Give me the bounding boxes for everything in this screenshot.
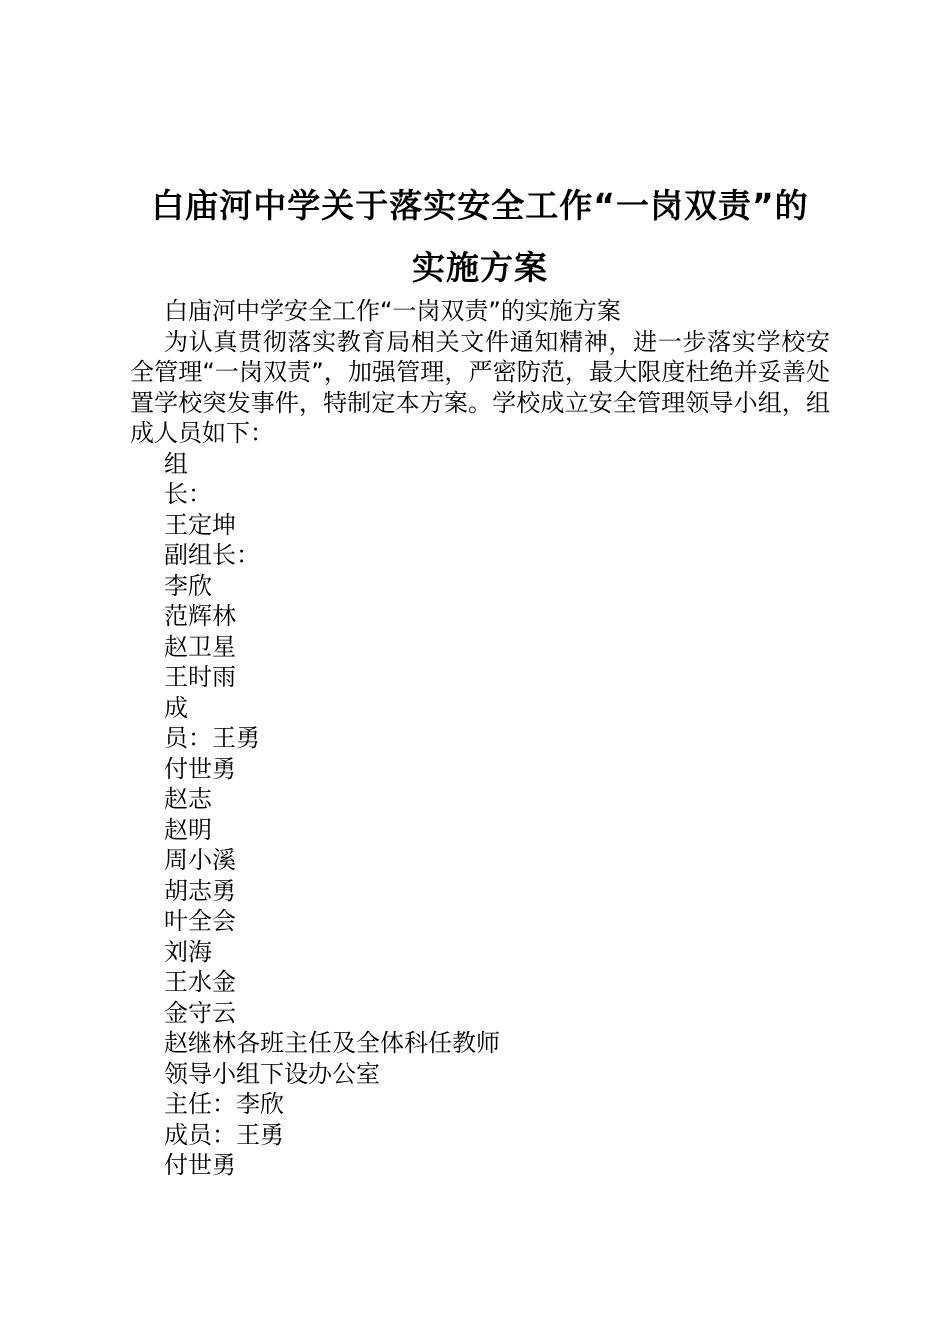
intro-paragraph: 为认真贯彻落实教育局相关文件通知精神，进一步落实学校安全管理“一岗双责”，加强管理，严密防范，最大限度杜绝并妥善处置学校突发事件，特制定本方案。学校成立安全管理领导小组，组成人员如下： [130, 327, 830, 447]
text-line: 成 [164, 693, 188, 722]
document-subtitle: 白庙河中学安全工作“一岗双责”的实施方案 [164, 297, 621, 325]
text-line: 长： [164, 480, 212, 508]
text-line: 王时雨 [164, 663, 236, 691]
text-line: 李欣 [164, 571, 212, 600]
document-body [130, 296, 830, 1181]
text-line: 赵明 [164, 815, 212, 844]
text-line: 赵继林各班主任及全体科任教师 [164, 1029, 500, 1057]
text-line: 金守云 [164, 998, 236, 1027]
text-line: 赵志 [164, 785, 212, 813]
text-line: 刘海 [164, 937, 212, 966]
text-line: 叶全会 [164, 907, 236, 935]
text-line: 成员：王勇 [164, 1120, 284, 1149]
document-title-line-1: 白庙河中学关于落实安全工作“一岗双责”的 [151, 186, 809, 225]
text-line: 王水金 [164, 968, 236, 996]
text-line: 领导小组下设办公室 [164, 1059, 380, 1088]
text-line: 赵卫星 [164, 632, 236, 661]
text-line: 胡志勇 [164, 876, 236, 905]
text-line: 周小溪 [164, 846, 236, 874]
text-line: 范辉林 [164, 602, 236, 630]
text-line: 王定坤 [164, 510, 236, 539]
text-line: 主任：李欣 [164, 1090, 284, 1118]
document-title-line-2: 实施方案 [412, 248, 548, 287]
text-line: 员：王勇 [164, 724, 260, 752]
text-line: 副组长： [164, 541, 260, 569]
text-line: 付世勇 [164, 1151, 236, 1179]
text-line: 付世勇 [164, 754, 236, 783]
text-line: 组 [164, 449, 188, 478]
